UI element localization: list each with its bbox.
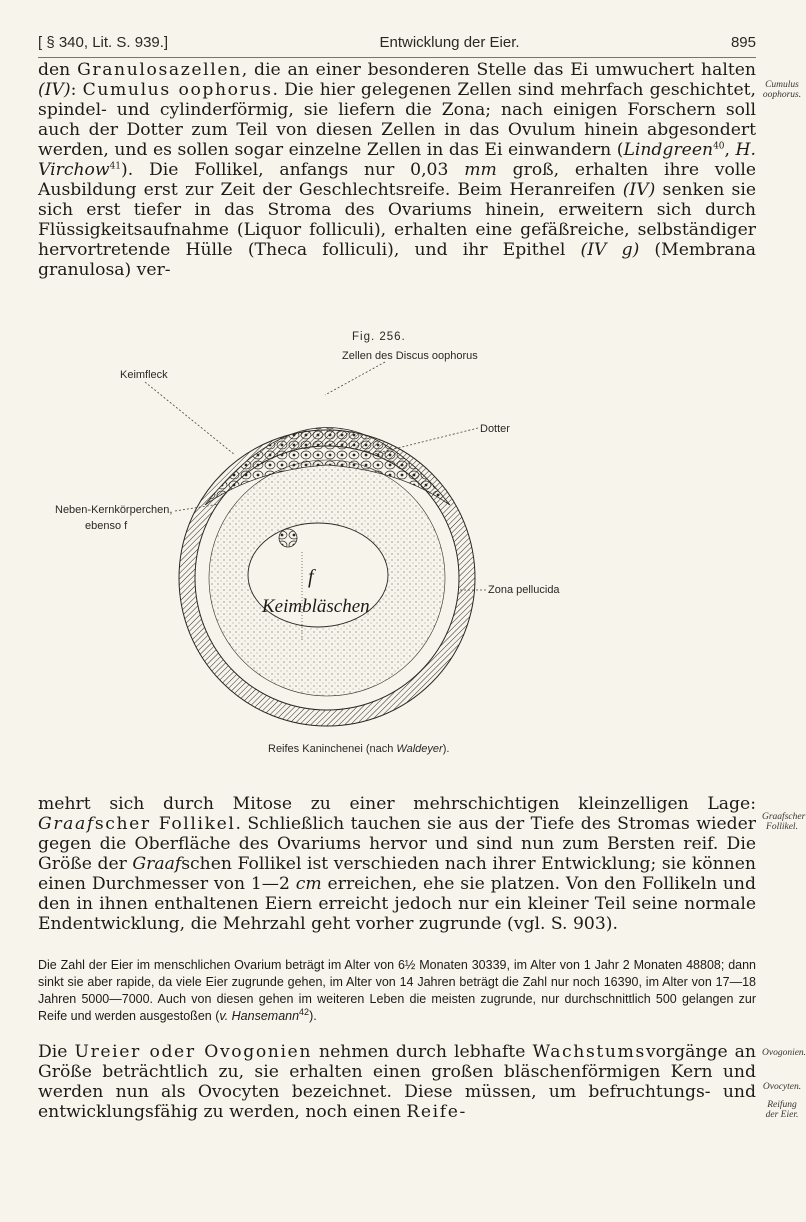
term-granulosazellen: Granulosazellen: [77, 60, 242, 80]
figure-caption: Reifes Kaninchenei (nach Waldeyer).: [268, 743, 450, 755]
label-keimfleck: Keimfleck: [120, 369, 168, 381]
germinal-spot: [279, 529, 297, 547]
paragraph-ovogonien: Die Ureier oder Ovogonien nehmen durch lebhafte Wachstumsvorgänge an Größe beträchtlich zu, sie erhalten einen großen bläschenförmigen Kern und werden nun als Ovocyten bezeichnet. Diese müssen, um befruchtungs- und entwicklungsfähig zu werden, noch einen Reife-: [38, 1042, 757, 1122]
paragraph-graaf: mehrt sich durch Mitose zu einer mehrschichtigen kleinzelligen Lage: Graafscher Follikel. Schließlich tauchen sie aus der Tiefe des Stromas wieder gegen die Oberfläche des Ovariums hervor und sind nun zum Bersten reif. Die Größe der Graafschen Follikel ist verschieden nach ihrer Entwicklung; sie können einen Durchmesser von 1—2 cm erreichen, ehe sie platzen. Von den Follikeln und den in ihnen enthaltenen Eiern erreicht jedoch nur ein kleiner Teil seine normale Endentwicklung, die Mehrzahl geht vorher zugrunde (vgl. S. 903).: [38, 794, 757, 934]
margin-note-ovocyten: Ovocyten.: [762, 1082, 802, 1092]
small-print-note: Die Zahl der Eier im menschlichen Ovarium beträgt im Alter von 6½ Monaten 30339, im Alter von 1 Jahr 2 Monaten 48808; dann sinkt sie aber rapide, da viele Eier zugrunde gehen, im Alter von 14 Jahren beträgt die Zahl nur noch 16390, im Alter von 17—18 Jahren 5000—7000. Auch von diesen gehen im weiteren Leben die meisten zugrunde, nur durchschnittlich 500 gelangen zur Reife und werden ausgestoßen (v. Hansemann$^{42}$).: [38, 958, 756, 1023]
margin-note-ovogonien: Ovogonien.: [762, 1048, 806, 1058]
label-f: f: [308, 566, 314, 588]
label-keimblaeschen: Keimbläschen: [262, 596, 370, 617]
header-section-ref: [ § 340, Lit. S. 939.]: [38, 34, 169, 51]
author-virchow: H. Virchow: [38, 140, 756, 180]
author-lindgreen: Lindgreen: [623, 140, 714, 160]
margin-note-reifung: Reifung der Eier.: [765, 1100, 799, 1120]
page-number: 895: [730, 34, 756, 51]
footnote-ref: 41: [109, 161, 122, 172]
label-zona: Zona pellucida: [488, 584, 560, 596]
figure-number: Fig. 256.: [352, 331, 406, 343]
footnote-ref: 42: [299, 1006, 310, 1017]
margin-note-cumulus: Cumulus oophorus.: [762, 80, 802, 100]
margin-note-graaf: Graafscher Follikel.: [762, 812, 806, 832]
header-title: Entwicklung der Eier.: [379, 34, 520, 51]
author-hansemann: v. Hansemann: [219, 1009, 300, 1023]
label-nebenkern-2: ebenso f: [85, 520, 128, 532]
egg-diagram: [179, 428, 475, 727]
term-ovogonien: Ureier oder Ovogonien: [74, 1042, 312, 1062]
paragraph-cumulus: den Granulosazellen, die an einer besonderen Stelle das Ei umwuchert halten (IV): Cumulus oophorus. Die hier gelegenen Zellen sind mehrfach geschichtet, spindel- und cylinderförmig, sie liefern die Zona; nach einigen Forschern soll auch der Dotter zum Teil von diesen Zellen in das Ovulum hinein abgesondert werden, und es sollen sogar einzelne Zellen in das Ei einwandern (Lindgreen$^{40}$, H. Virchow$^{41}$). Die Follikel, anfangs nur 0,03 mm groß, erhalten ihre volle Ausbildung erst zur Zeit der Geschlechtsreife. Beim Heranreifen (IV) senken sie sich erst tiefer in das Stroma des Ovariums hinein, erweitern sich durch Flüssigkeitsaufnahme (Liquor folliculi), erhalten eine gefäßreiche, selbständiger hervortretende Hülle (Theca folliculi), und ihr Epithel (IV g) (Membrana granulosa) ver-: [38, 60, 757, 280]
label-discus: Zellen des Discus oophorus: [342, 350, 478, 362]
term-graaf: Graaf: [38, 814, 95, 834]
term-cumulus-oophorus: Cumulus oophorus: [82, 80, 273, 100]
label-nebenkern-1: Neben-Kernkörperchen,: [55, 504, 173, 516]
footnote-ref: 40: [713, 141, 725, 152]
label-dotter: Dotter: [480, 423, 510, 435]
